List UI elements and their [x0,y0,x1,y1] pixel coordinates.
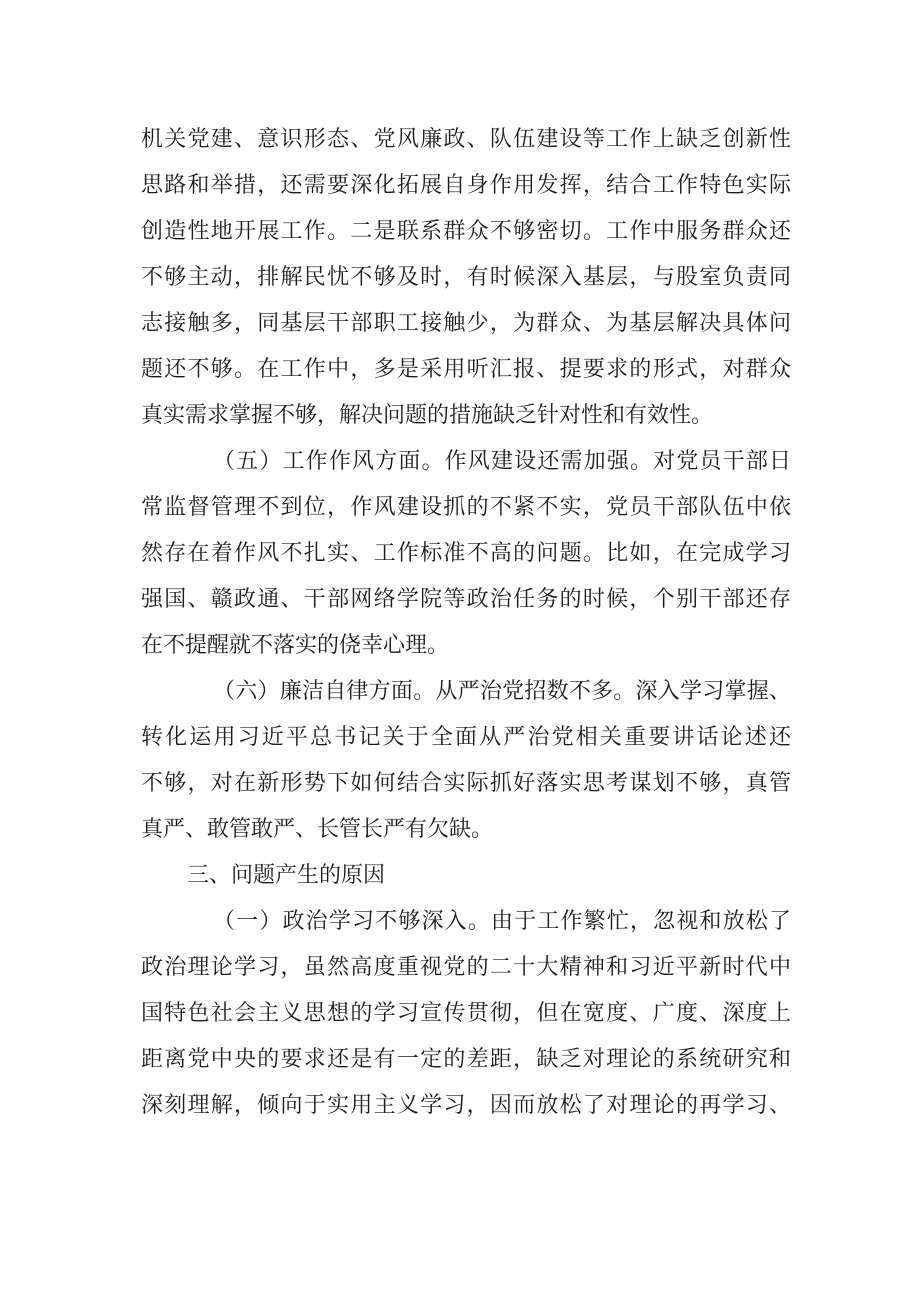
text-line-6: 题还不够。在工作中，多是采用听汇报、提要求的形式，对群众 [141,357,791,382]
text-line-14: 转化运用习近平总书记关于全面从严治党相关重要讲话论述还 [141,725,791,750]
text-line-10: 然存在着作风不扎实、工作标准不高的问题。比如，在完成学习 [141,541,791,566]
text-line-22: 深刻理解，倾向于实用主义学习，因而放松了对理论的再学习、 [141,1093,791,1118]
section-six-heading-line: （六）廉洁自律方面。从严治党招数不多。深入学习掌握、 [213,679,791,704]
text-line-9: 常监督管理不到位，作风建设抓的不紧不实，党员干部队伍中依 [141,495,791,520]
section-three-title: 三、问题产生的原因 [187,863,386,888]
text-line-1: 机关党建、意识形态、党风廉政、队伍建设等工作上缺乏创新性 [141,127,791,152]
text-line-4: 不够主动，排解民忧不够及时，有时候深入基层，与股室负责同 [141,265,791,290]
text-line-2: 思路和举措，还需要深化拓展自身作用发挥，结合工作特色实际 [141,173,791,198]
subsection-one-heading-line: （一）政治学习不够深入。由于工作繁忙，忽视和放松了 [213,909,791,934]
text-line-5: 志接触多，同基层干部职工接触少，为群众、为基层解决具体问 [141,311,791,336]
text-line-19: 政治理论学习，虽然高度重视党的二十大精神和习近平新时代中 [141,955,791,980]
text-line-20: 国特色社会主义思想的学习宣传贯彻，但在宽度、广度、深度上 [141,1001,791,1026]
text-line-21: 距离党中央的要求还是有一定的差距，缺乏对理论的系统研究和 [141,1047,791,1072]
text-line-15: 不够，对在新形势下如何结合实际抓好落实思考谋划不够，真管 [141,771,791,796]
text-line-7: 真实需求掌握不够，解决问题的措施缺乏针对性和有效性。 [141,403,714,428]
section-five-heading-line: （五）工作作风方面。作风建设还需加强。对党员干部日 [213,449,791,474]
text-line-11: 强国、赣政通、干部网络学院等政治任务的时候，个别干部还存 [141,587,791,612]
text-line-12: 在不提醒就不落实的侥幸心理。 [141,633,450,658]
text-line-16: 真严、敢管敢严、长管长严有欠缺。 [141,817,494,842]
text-line-3: 创造性地开展工作。二是联系群众不够密切。工作中服务群众还 [141,219,791,244]
